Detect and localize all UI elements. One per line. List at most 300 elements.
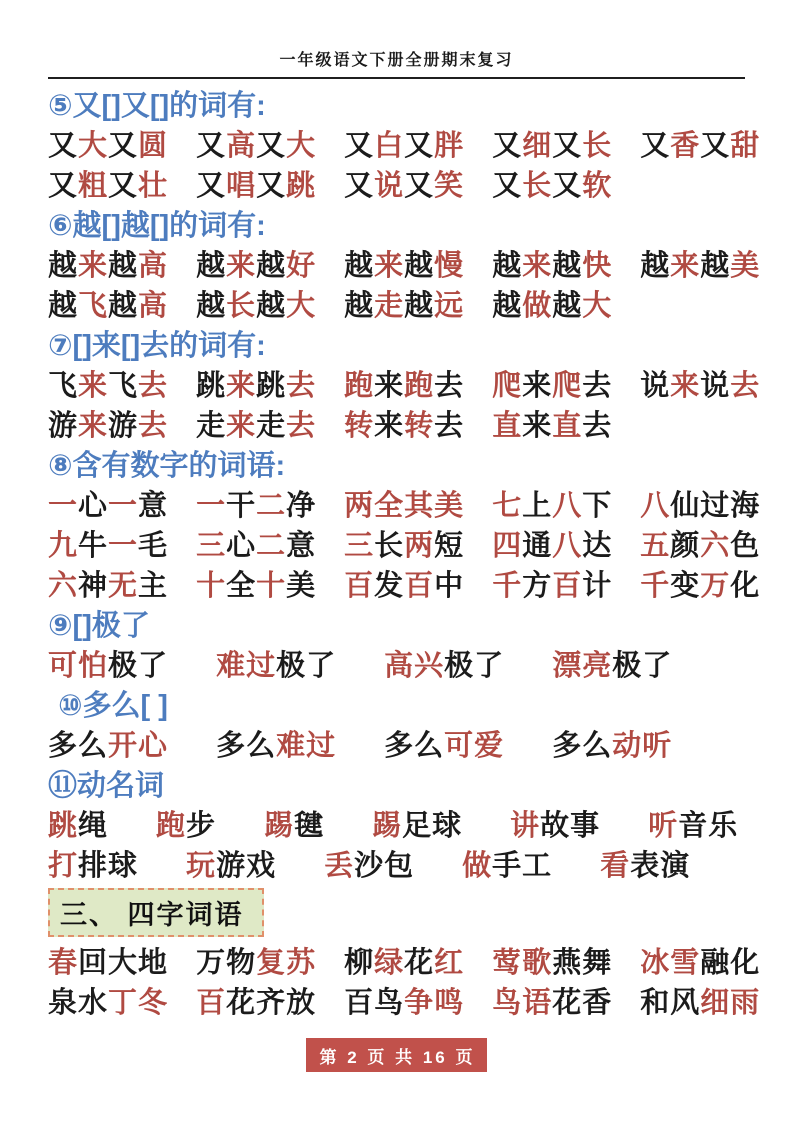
- char: 越: [196, 250, 227, 282]
- char: 二: [256, 530, 287, 562]
- char: 越: [48, 290, 79, 322]
- char: 百: [552, 570, 583, 602]
- word-row: [48, 406, 757, 446]
- char: 主: [138, 570, 169, 602]
- char: 表: [630, 850, 661, 882]
- char: 走: [196, 410, 227, 442]
- word-item: [186, 846, 276, 886]
- char: 越: [404, 250, 435, 282]
- word-row: [48, 646, 757, 686]
- char: 冬: [138, 987, 169, 1019]
- word-item: [344, 286, 464, 326]
- char: 春: [48, 947, 79, 979]
- char: 好: [286, 250, 317, 282]
- char: 甜: [730, 130, 761, 162]
- word-item: [344, 943, 464, 983]
- char: 越: [256, 290, 287, 322]
- char: 飞: [48, 370, 79, 402]
- word-item: [492, 943, 612, 983]
- char: 高: [138, 290, 169, 322]
- word-item: [552, 646, 672, 686]
- section-heading-lai-qu-words: ⑦[]来[]去的词有:: [48, 330, 266, 362]
- section-heading-four-char-words: [48, 886, 757, 943]
- char: 中: [434, 570, 465, 602]
- word-item: [156, 806, 216, 846]
- char: 发: [374, 570, 405, 602]
- char: 鸟: [492, 987, 523, 1019]
- word-item: [492, 566, 612, 606]
- char: 又: [700, 130, 731, 162]
- char: 游: [108, 410, 139, 442]
- char: 沙: [354, 850, 385, 882]
- char: 全: [374, 490, 405, 522]
- char: 越: [552, 250, 583, 282]
- word-item: [344, 126, 464, 166]
- char: 又: [256, 170, 287, 202]
- word-item: [640, 526, 760, 566]
- char: 来: [78, 250, 109, 282]
- char: 粗: [78, 170, 109, 202]
- word-item: [48, 806, 108, 846]
- char: 过: [700, 490, 731, 522]
- char: 音: [678, 810, 709, 842]
- char: 讲: [510, 810, 541, 842]
- char: 地: [138, 947, 169, 979]
- char: 歌: [522, 947, 553, 979]
- char: 四: [492, 530, 523, 562]
- char: 玩: [186, 850, 217, 882]
- word-item: [196, 486, 316, 526]
- word-item: [48, 646, 168, 686]
- char: 远: [434, 290, 465, 322]
- char: 香: [670, 130, 701, 162]
- char: 苏: [286, 947, 317, 979]
- char: 过: [246, 650, 277, 682]
- word-item: [344, 406, 464, 446]
- char: 大: [108, 947, 139, 979]
- char: 通: [522, 530, 553, 562]
- char: 事: [570, 810, 601, 842]
- word-item: [196, 566, 316, 606]
- char: 美: [286, 570, 317, 602]
- char: 圆: [138, 130, 169, 162]
- char: 一: [108, 490, 139, 522]
- word-item: [552, 726, 672, 766]
- char: 神: [78, 570, 109, 602]
- word-item: [196, 366, 316, 406]
- word-item: [324, 846, 414, 886]
- char: 做: [462, 850, 493, 882]
- char: 难: [276, 730, 307, 762]
- char: 来: [670, 250, 701, 282]
- char: 八: [640, 490, 671, 522]
- char: 走: [374, 290, 405, 322]
- char: 长: [522, 170, 553, 202]
- char: 下: [582, 490, 613, 522]
- char: 乐: [708, 810, 739, 842]
- char: 兴: [414, 650, 445, 682]
- char: 打: [48, 850, 79, 882]
- char: 去: [434, 370, 465, 402]
- char: 又: [552, 130, 583, 162]
- word-item: [344, 486, 464, 526]
- char: 又: [344, 170, 375, 202]
- char: 做: [522, 290, 553, 322]
- section-heading-box: 三、 四字词语: [48, 888, 264, 937]
- char: 毛: [138, 530, 169, 562]
- document-title: 一年级语文下册全册期末复习: [279, 52, 514, 69]
- char: 泉: [48, 987, 79, 1019]
- word-item: [648, 806, 738, 846]
- char: 无: [108, 570, 139, 602]
- char: 丢: [324, 850, 355, 882]
- word-item: [48, 566, 168, 606]
- char: 跑: [404, 370, 435, 402]
- char: 越: [108, 250, 139, 282]
- word-item: [48, 286, 168, 326]
- char: 手: [492, 850, 523, 882]
- char: 包: [384, 850, 415, 882]
- char: 来: [522, 250, 553, 282]
- word-row: [48, 166, 757, 206]
- word-row: [48, 566, 761, 606]
- char: 转: [404, 410, 435, 442]
- char: 雨: [730, 987, 761, 1019]
- char: 又: [404, 170, 435, 202]
- char: 足: [402, 810, 433, 842]
- char: 十: [256, 570, 287, 602]
- char: 二: [256, 490, 287, 522]
- word-item: [492, 246, 612, 286]
- char: 极: [276, 650, 307, 682]
- char: 一: [108, 530, 139, 562]
- char: 难: [216, 650, 247, 682]
- char: 两: [344, 490, 375, 522]
- char: 百: [196, 987, 227, 1019]
- char: 又: [196, 170, 227, 202]
- char: 慢: [434, 250, 465, 282]
- word-item: [48, 246, 168, 286]
- char: 一: [196, 490, 227, 522]
- char: 转: [344, 410, 375, 442]
- char: 越: [404, 290, 435, 322]
- char: 来: [78, 410, 109, 442]
- char: 六: [700, 530, 731, 562]
- char: 语: [522, 987, 553, 1019]
- char: 走: [256, 410, 287, 442]
- word-row: [48, 286, 757, 326]
- char: 胖: [434, 130, 465, 162]
- char: 舞: [582, 947, 613, 979]
- char: 听: [642, 730, 673, 762]
- char: 香: [582, 987, 613, 1019]
- char: 去: [286, 370, 317, 402]
- word-row: [48, 486, 761, 526]
- word-item: [640, 943, 760, 983]
- char: 仙: [670, 490, 701, 522]
- char: 壮: [138, 170, 169, 202]
- char: 水: [78, 987, 109, 1019]
- char: 笑: [434, 170, 465, 202]
- char: 游: [48, 410, 79, 442]
- word-item: [510, 806, 600, 846]
- char: 演: [660, 850, 691, 882]
- char: 毽: [294, 810, 325, 842]
- char: 极: [444, 650, 475, 682]
- char: 九: [48, 530, 79, 562]
- section-heading-number-words: ⑧含有数字的词语:: [48, 450, 286, 482]
- char: 爬: [552, 370, 583, 402]
- char: 来: [374, 410, 405, 442]
- word-item: [344, 166, 464, 206]
- char: 大: [286, 290, 317, 322]
- char: 七: [492, 490, 523, 522]
- word-item: [196, 286, 316, 326]
- word-item: [48, 406, 168, 446]
- word-item: [640, 366, 760, 406]
- char: 绿: [374, 947, 405, 979]
- char: 一: [48, 490, 79, 522]
- word-row: [48, 943, 761, 983]
- char: 动: [612, 730, 643, 762]
- char: 万: [196, 947, 227, 979]
- char: 踢: [264, 810, 295, 842]
- char: 长: [582, 130, 613, 162]
- char: 爬: [492, 370, 523, 402]
- char: 丁: [108, 987, 139, 1019]
- char: 直: [492, 410, 523, 442]
- char: 去: [138, 370, 169, 402]
- char: 去: [582, 370, 613, 402]
- section-you-you-words: [48, 86, 761, 206]
- char: 高: [138, 250, 169, 282]
- footer: [0, 1038, 793, 1072]
- char: 雪: [670, 947, 701, 979]
- char: 去: [582, 410, 613, 442]
- word-item: [344, 526, 464, 566]
- char: 又: [108, 130, 139, 162]
- char: 高: [226, 130, 257, 162]
- char: 怕: [78, 650, 109, 682]
- section-verb-noun-words: [48, 766, 757, 886]
- char: 可: [48, 650, 79, 682]
- char: 花: [226, 987, 257, 1019]
- char: 越: [256, 250, 287, 282]
- char: 长: [226, 290, 257, 322]
- word-item: [264, 806, 324, 846]
- char: 大: [286, 130, 317, 162]
- word-item: [492, 486, 612, 526]
- section-lai-qu-words: [48, 326, 761, 446]
- word-item: [462, 846, 552, 886]
- word-item: [48, 126, 168, 166]
- char: 上: [522, 490, 553, 522]
- char: 物: [226, 947, 257, 979]
- char: 球: [432, 810, 463, 842]
- char: 大: [582, 290, 613, 322]
- char: 千: [492, 570, 523, 602]
- char: 说: [374, 170, 405, 202]
- char: 美: [434, 490, 465, 522]
- char: 又: [196, 130, 227, 162]
- char: 全: [226, 570, 257, 602]
- char: 大: [78, 130, 109, 162]
- char: 美: [730, 250, 761, 282]
- char: 了: [474, 650, 505, 682]
- char: 越: [552, 290, 583, 322]
- char: 唱: [226, 170, 257, 202]
- section-heading-yue-yue-words: ⑥越[]越[]的词有:: [48, 210, 266, 242]
- char: 融: [700, 947, 731, 979]
- word-item: [196, 126, 316, 166]
- word-item: [384, 646, 504, 686]
- char: 十: [196, 570, 227, 602]
- section-yue-yue-words: [48, 206, 761, 326]
- char: 海: [730, 490, 761, 522]
- char: 白: [374, 130, 405, 162]
- char: 其: [404, 490, 435, 522]
- char: 跑: [344, 370, 375, 402]
- word-row: [48, 366, 761, 406]
- word-item: [492, 366, 612, 406]
- word-item: [640, 126, 760, 166]
- char: 百: [404, 570, 435, 602]
- char: 极: [612, 650, 643, 682]
- char: 达: [582, 530, 613, 562]
- char: 来: [226, 250, 257, 282]
- section-heading-verb-noun-words: ⑪动名词: [48, 770, 165, 802]
- char: 燕: [552, 947, 583, 979]
- word-item: [196, 983, 316, 1023]
- char: 三: [196, 530, 227, 562]
- char: 净: [286, 490, 317, 522]
- word-item: [48, 943, 168, 983]
- char: 故: [540, 810, 571, 842]
- word-item: [640, 246, 760, 286]
- word-item: [344, 983, 464, 1023]
- content: [0, 79, 793, 1023]
- word-item: [492, 406, 612, 446]
- char: 方: [522, 570, 553, 602]
- char: 又: [344, 130, 375, 162]
- char: 冰: [640, 947, 671, 979]
- char: 去: [286, 410, 317, 442]
- char: 越: [196, 290, 227, 322]
- char: 绳: [78, 810, 109, 842]
- char: 了: [306, 650, 337, 682]
- char: 说: [700, 370, 731, 402]
- word-item: [492, 166, 612, 206]
- char: 多: [552, 730, 583, 762]
- char: 看: [600, 850, 631, 882]
- char: 鸣: [434, 987, 465, 1019]
- word-item: [48, 526, 168, 566]
- char: 又: [640, 130, 671, 162]
- char: 极: [108, 650, 139, 682]
- char: 化: [730, 570, 761, 602]
- char: 红: [434, 947, 465, 979]
- word-item: [48, 846, 138, 886]
- word-item: [492, 126, 612, 166]
- char: 心: [78, 490, 109, 522]
- page-number-badge: 第 2 页 共 16 页: [306, 1038, 488, 1072]
- char: 齐: [256, 987, 287, 1019]
- char: 又: [492, 170, 523, 202]
- word-item: [344, 366, 464, 406]
- word-row: [48, 983, 761, 1023]
- char: 意: [138, 490, 169, 522]
- char: 越: [108, 290, 139, 322]
- char: 听: [648, 810, 679, 842]
- char: 步: [186, 810, 217, 842]
- char: 去: [434, 410, 465, 442]
- char: 跳: [256, 370, 287, 402]
- char: 飞: [78, 290, 109, 322]
- char: 多: [216, 730, 247, 762]
- char: 来: [78, 370, 109, 402]
- word-item: [216, 646, 336, 686]
- section-ji-le-words: [48, 606, 757, 686]
- word-item: [48, 726, 168, 766]
- char: 直: [552, 410, 583, 442]
- char: 越: [492, 290, 523, 322]
- char: 花: [404, 947, 435, 979]
- char: 色: [730, 530, 761, 562]
- char: 又: [552, 170, 583, 202]
- char: 六: [48, 570, 79, 602]
- char: 八: [552, 530, 583, 562]
- char: 开: [108, 730, 139, 762]
- char: 说: [640, 370, 671, 402]
- word-item: [48, 166, 168, 206]
- word-item: [196, 526, 316, 566]
- char: 又: [108, 170, 139, 202]
- char: 多: [48, 730, 79, 762]
- word-row: [48, 806, 757, 846]
- char: 了: [138, 650, 169, 682]
- char: 么: [414, 730, 445, 762]
- char: 高: [384, 650, 415, 682]
- word-item: [48, 983, 168, 1023]
- word-item: [384, 726, 504, 766]
- section-four-char-words: [48, 886, 761, 1023]
- char: 游: [216, 850, 247, 882]
- char: 么: [78, 730, 109, 762]
- word-item: [640, 566, 760, 606]
- char: 多: [384, 730, 415, 762]
- char: 么: [582, 730, 613, 762]
- section-duome-words: [48, 686, 757, 766]
- char: 短: [434, 530, 465, 562]
- char: 争: [404, 987, 435, 1019]
- char: 化: [730, 947, 761, 979]
- char: 又: [48, 130, 79, 162]
- char: 去: [138, 410, 169, 442]
- char: 来: [374, 250, 405, 282]
- char: 风: [670, 987, 701, 1019]
- char: 快: [582, 250, 613, 282]
- char: 牛: [78, 530, 109, 562]
- word-item: [196, 943, 316, 983]
- char: 计: [582, 570, 613, 602]
- char: 来: [670, 370, 701, 402]
- char: 来: [226, 410, 257, 442]
- char: 细: [700, 987, 731, 1019]
- char: 变: [670, 570, 701, 602]
- word-item: [640, 486, 760, 526]
- char: 漂: [552, 650, 583, 682]
- char: 去: [730, 370, 761, 402]
